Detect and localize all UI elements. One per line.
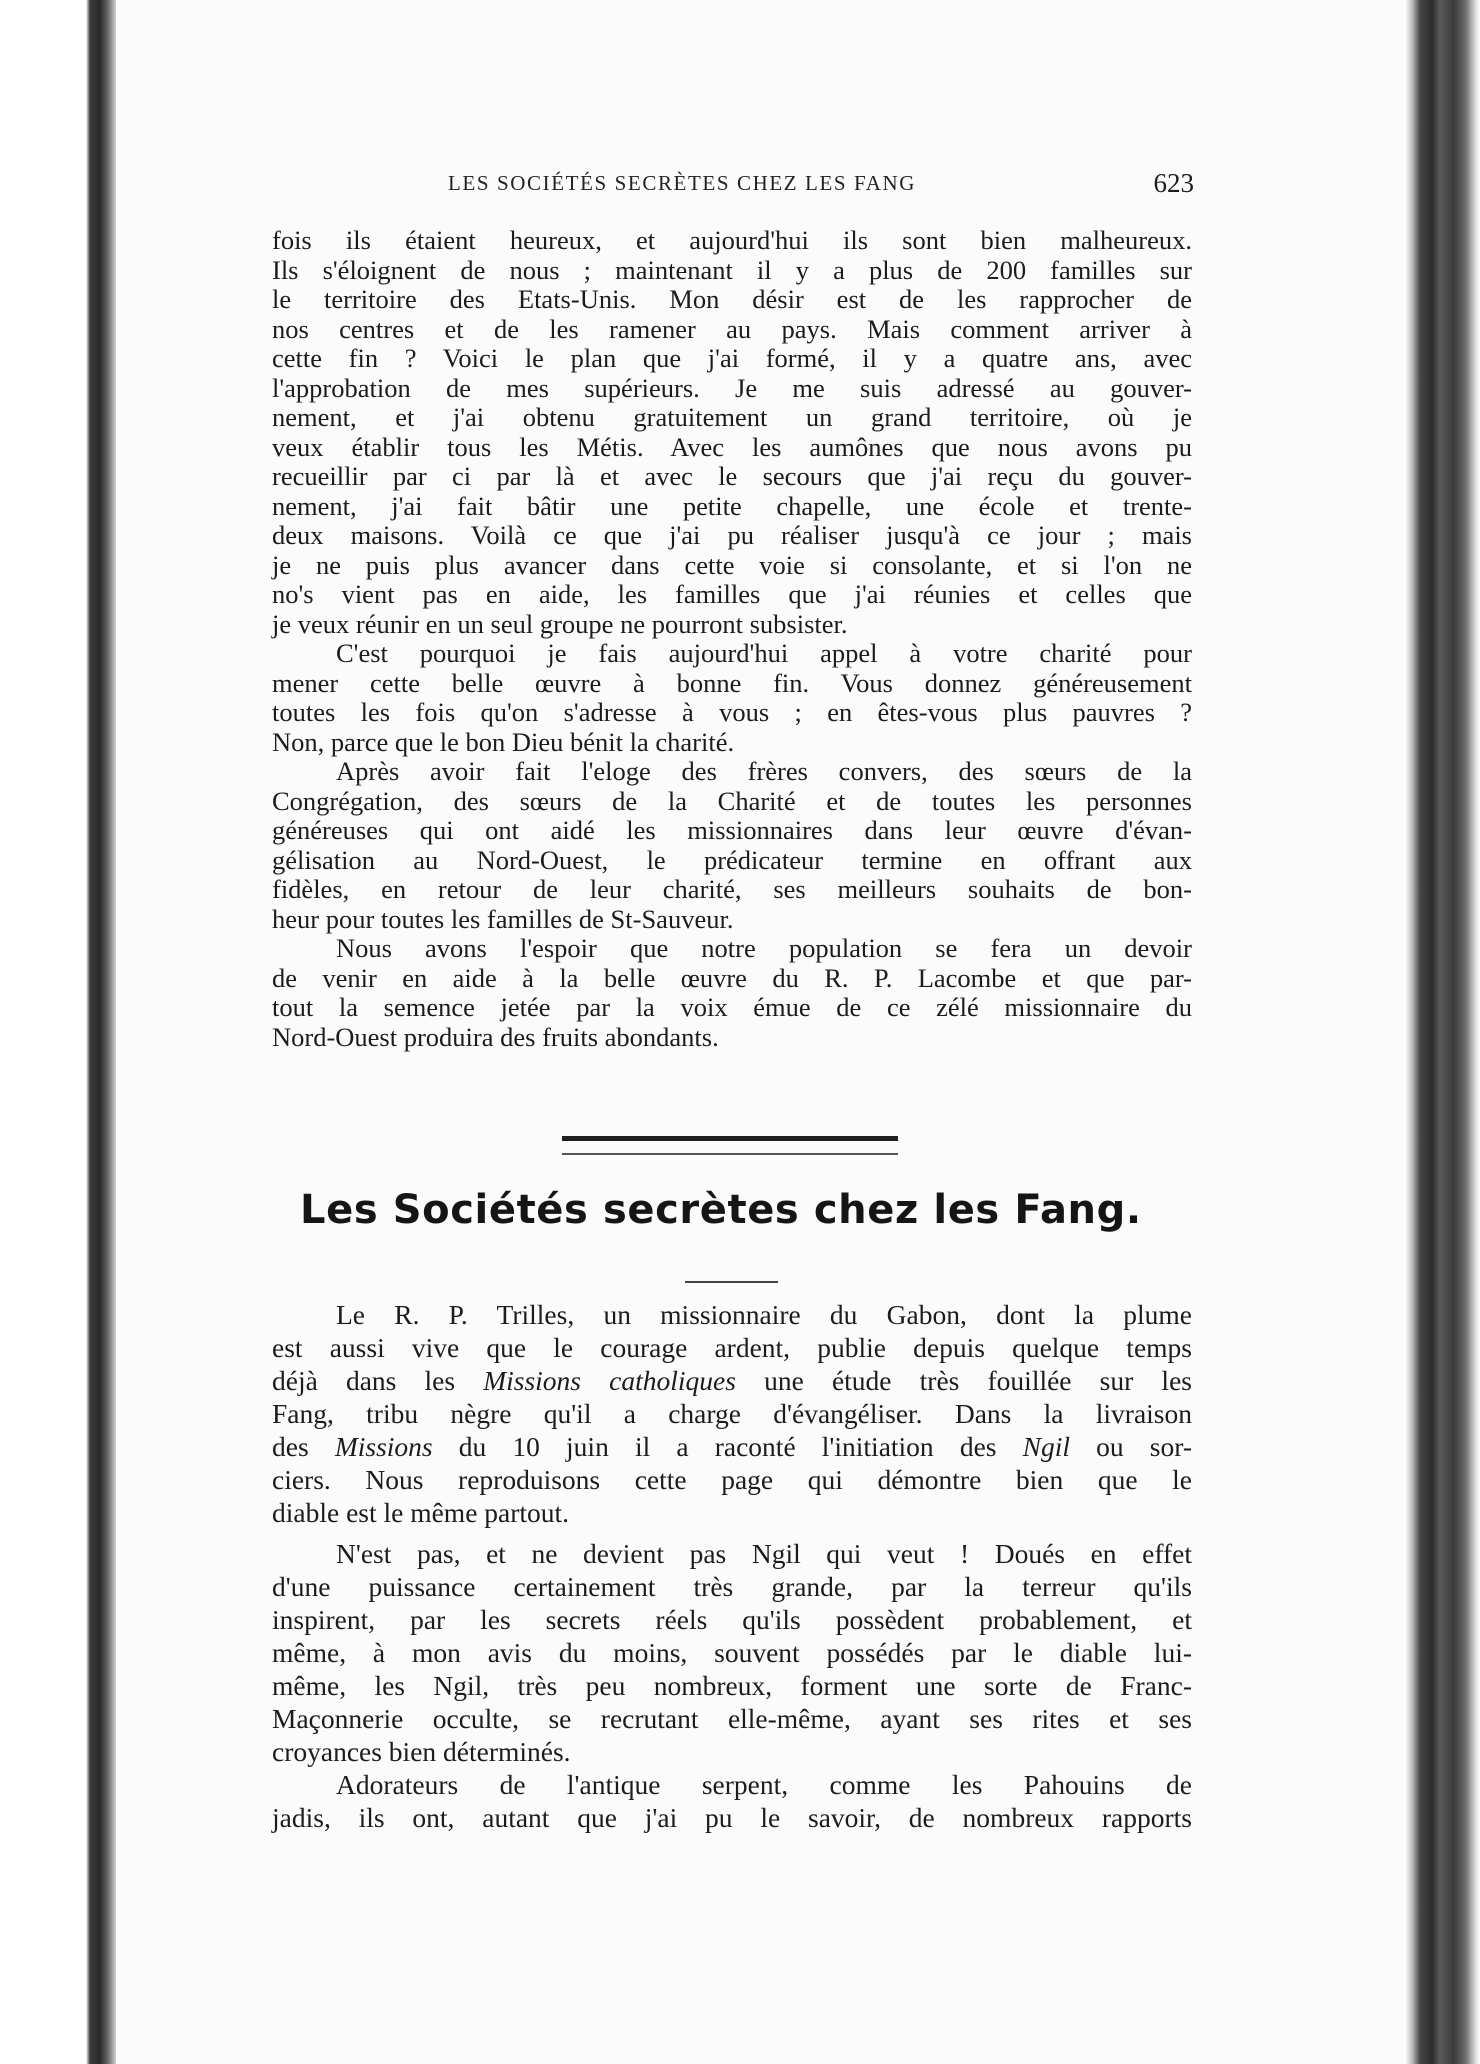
text-line: cette fin ? Voici le plan que j'ai formé, il y a quatre ans, avec bbox=[272, 343, 1192, 373]
text-line: généreuses qui ont aidé les missionnaires dans leur œuvre d'évan- bbox=[272, 815, 1192, 845]
text-line: croyances bien déterminés. bbox=[272, 1736, 571, 1767]
text-line: est aussi vive que le courage ardent, publie depuis quelque temps bbox=[272, 1332, 1192, 1363]
heading-underline bbox=[685, 1281, 778, 1283]
text-line: Non, parce que le bon Dieu bénit la charité. bbox=[272, 726, 735, 757]
italic-term: Ngil bbox=[1022, 1431, 1070, 1462]
text-line: le territoire des Etats-Unis. Mon désir est de les rapprocher de bbox=[272, 284, 1192, 314]
text-line: N'est pas, et ne devient pas Ngil qui veut ! Doués en effet bbox=[336, 1538, 1192, 1569]
text-block-article bbox=[272, 1298, 1192, 1834]
text-block-continuation bbox=[272, 226, 1192, 1052]
text-line: Maçonnerie occulte, se recrutant elle-même, ayant ses rites et ses bbox=[272, 1703, 1192, 1734]
text-line: fidèles, en retour de leur charité, ses meilleurs souhaits de bon- bbox=[272, 874, 1192, 904]
text-line: deux maisons. Voilà ce que j'ai pu réaliser jusqu'à ce jour ; mais bbox=[272, 520, 1192, 550]
text-line: même, les Ngil, très peu nombreux, forment une sorte de Franc- bbox=[272, 1670, 1192, 1701]
text-line: gélisation au Nord-Ouest, le prédicateur termine en offrant aux bbox=[272, 844, 1192, 875]
text-line: Après avoir fait l'eloge des frères convers, des sœurs de la bbox=[336, 756, 1192, 786]
text-line: Ils s'éloignent de nous ; maintenant il y a plus de 200 familles sur bbox=[272, 254, 1192, 285]
page-number: 623 bbox=[1153, 168, 1194, 198]
italic-title: Missions bbox=[334, 1431, 433, 1462]
text-line: diable est le même partout. bbox=[272, 1497, 570, 1528]
text-line: je veux réunir en un seul groupe ne pourront subsister. bbox=[272, 608, 848, 639]
text-line: nement, et j'ai obtenu gratuitement un grand territoire, où je bbox=[272, 402, 1192, 432]
text-line bbox=[272, 1430, 1192, 1463]
text-run: ou sor- bbox=[1070, 1431, 1193, 1462]
text-line: jadis, ils ont, autant que j'ai pu le savoir, de nombreux rapports bbox=[272, 1802, 1192, 1833]
text-line: C'est pourquoi je fais aujourd'hui appel à votre charité pour bbox=[336, 638, 1192, 668]
section-divider-heavy bbox=[562, 1136, 898, 1141]
text-line: mener cette belle œuvre à bonne fin. Vous donnez généreusement bbox=[272, 667, 1192, 698]
text-line: recueillir par ci par là et avec le secours que j'ai reçu du gouver- bbox=[272, 461, 1192, 491]
text-line: no's vient pas en aide, les familles que j'ai réunies et celles que bbox=[272, 579, 1192, 609]
text-line: ciers. Nous reproduisons cette page qui démontre bien que le bbox=[272, 1464, 1192, 1495]
section-divider-light bbox=[562, 1153, 898, 1155]
text-line: même, à mon avis du moins, souvent possédés par le diable lui- bbox=[272, 1637, 1192, 1668]
text-line: veux établir tous les Métis. Avec les aumônes que nous avons pu bbox=[272, 431, 1192, 462]
text-line: Fang, tribu nègre qu'il a charge d'évangéliser. Dans la livraison bbox=[272, 1398, 1192, 1429]
text-line: d'une puissance certainement très grande, par la terreur qu'ils bbox=[272, 1571, 1192, 1602]
italic-title: Missions catholiques bbox=[483, 1365, 736, 1396]
text-line: l'approbation de mes supérieurs. Je me suis adressé au gouver- bbox=[272, 372, 1192, 403]
text-line: nos centres et de les ramener au pays. Mais comment arriver à bbox=[272, 313, 1192, 344]
text-line: nement, j'ai fait bâtir une petite chapelle, une école et trente- bbox=[272, 490, 1192, 521]
book-page-edges bbox=[1406, 0, 1480, 2064]
text-run: une étude très fouillée sur les bbox=[735, 1365, 1192, 1396]
text-line: heur pour toutes les familles de St-Sauveur. bbox=[272, 903, 734, 934]
text-line: inspirent, par les secrets réels qu'ils possèdent probablement, et bbox=[272, 1604, 1192, 1635]
article-heading: Les Sociétés secrètes chez les Fang. bbox=[300, 1187, 1142, 1233]
text-line: Nord-Ouest produira des fruits abondants. bbox=[272, 1021, 719, 1052]
text-line bbox=[272, 1364, 1192, 1397]
running-title: LES SOCIÉTÉS SECRÈTES CHEZ LES FANG bbox=[448, 171, 917, 195]
text-line: fois ils étaient heureux, et aujourd'hui ils sont bien malheureux. bbox=[272, 225, 1192, 255]
scan-left-margin bbox=[0, 0, 116, 2064]
text-run: des bbox=[272, 1431, 335, 1462]
text-line: Congrégation, des sœurs de la Charité et de toutes les personnes bbox=[272, 785, 1192, 816]
text-line: Le R. P. Trilles, un missionnaire du Gabon, dont la plume bbox=[336, 1299, 1192, 1330]
text-line: je ne puis plus avancer dans cette voie si consolante, et si l'on ne bbox=[272, 549, 1192, 580]
text-run: du 10 juin il a raconté l'initiation des bbox=[432, 1431, 1023, 1462]
text-run: déjà dans les bbox=[272, 1365, 484, 1396]
text-line: tout la semence jetée par la voix émue de ce zélé missionnaire du bbox=[272, 992, 1192, 1022]
text-line: toutes les fois qu'on s'adresse à vous ; en êtes-vous plus pauvres ? bbox=[272, 697, 1192, 727]
text-line: Nous avons l'espoir que notre population se fera un devoir bbox=[336, 933, 1192, 963]
text-line: Adorateurs de l'antique serpent, comme les Pahouins de bbox=[336, 1769, 1192, 1800]
text-line: de venir en aide à la belle œuvre du R. P. Lacombe et que par- bbox=[272, 962, 1192, 993]
